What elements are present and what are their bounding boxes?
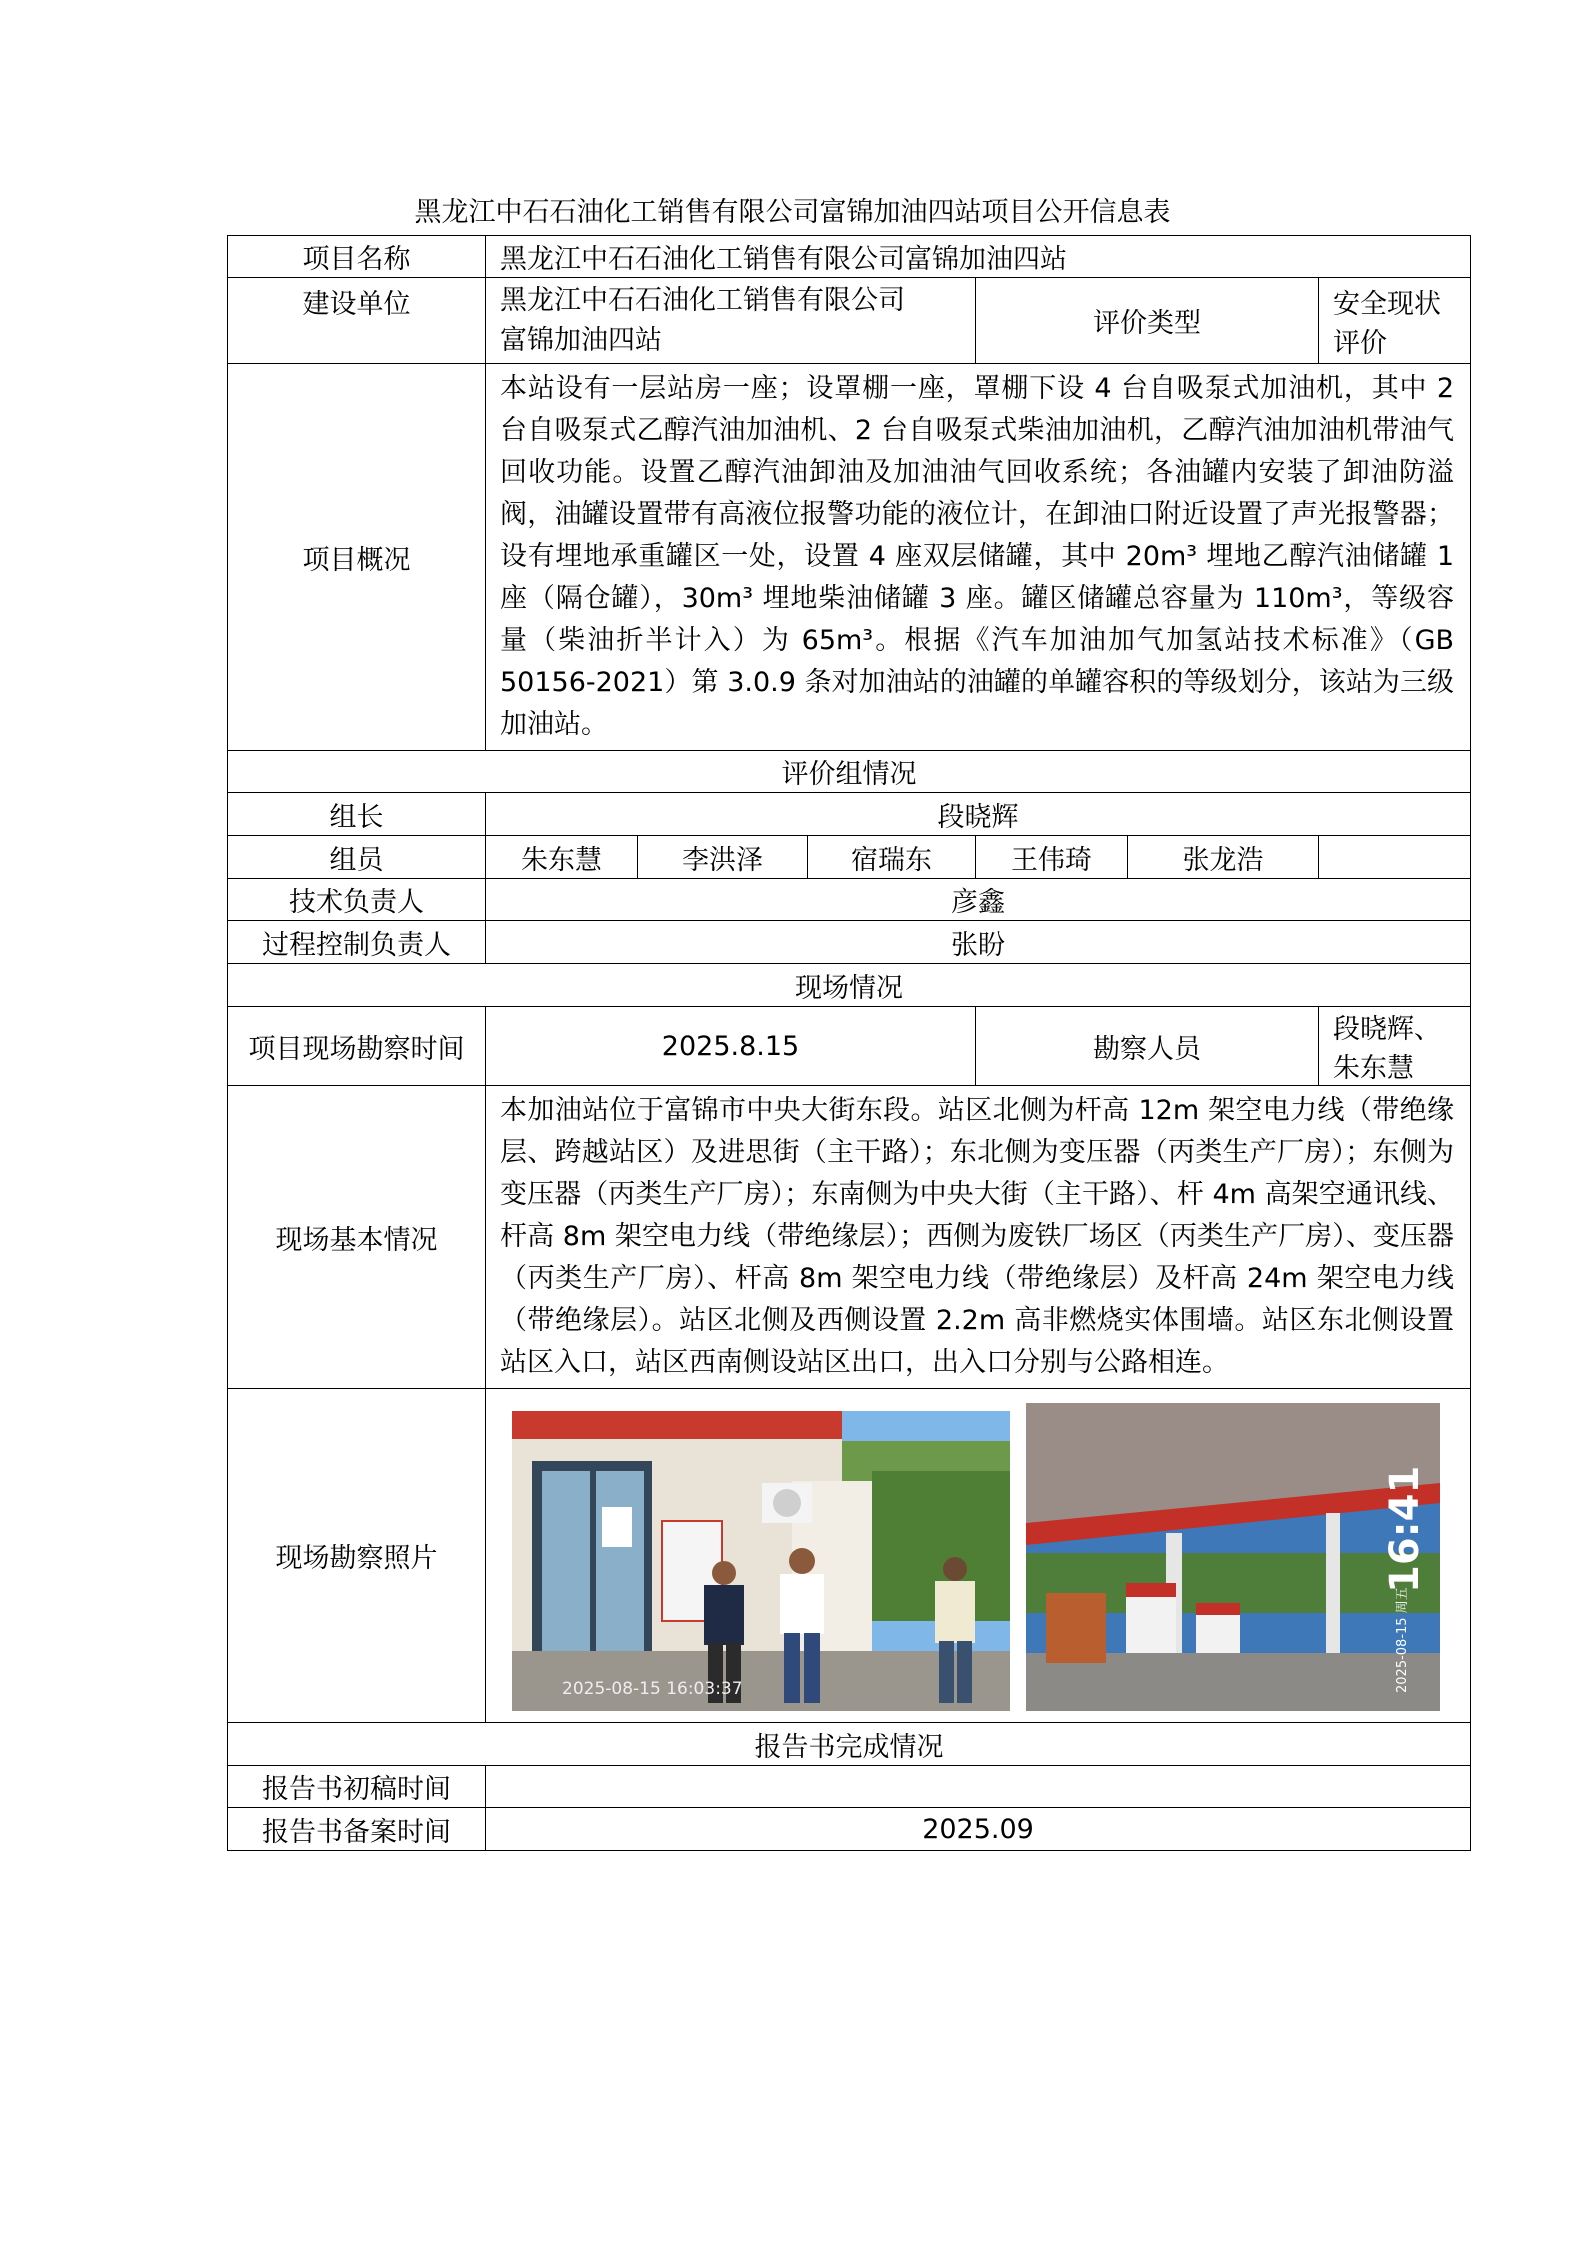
row-survey: [228, 1007, 1471, 1086]
member-4: 王伟琦: [976, 836, 1128, 879]
process-lead-label: 过程控制负责人: [228, 921, 486, 964]
member-6: [1319, 836, 1471, 879]
member-2: 李洪泽: [638, 836, 808, 879]
info-table: [227, 235, 1471, 1851]
photo2-date: 2025-08-15 周五: [1395, 1586, 1410, 1693]
site-photo-canopy: [1026, 1403, 1440, 1711]
construction-unit-line1: 黑龙江中石石油化工销售有限公司: [500, 284, 905, 316]
members-label: 组员: [228, 836, 486, 879]
site-basic-label: 现场基本情况: [228, 1086, 486, 1389]
survey-time-value: 2025.8.15: [486, 1007, 976, 1086]
row-team-section: [228, 751, 1471, 793]
photo2-time: 16:41: [1382, 1465, 1428, 1593]
leader-label: 组长: [228, 793, 486, 836]
member-1: 朱东慧: [486, 836, 638, 879]
row-process-lead: [228, 921, 1471, 964]
site-section-title: 现场情况: [228, 964, 1471, 1007]
project-name-label: 项目名称: [228, 236, 486, 278]
team-section-title: 评价组情况: [228, 751, 1471, 793]
draft-label: 报告书初稿时间: [228, 1766, 486, 1808]
survey-time-label: 项目现场勘察时间: [228, 1007, 486, 1086]
member-5: 张龙浩: [1128, 836, 1319, 879]
row-members: [228, 836, 1471, 879]
row-filing: [228, 1808, 1471, 1851]
row-report-section: [228, 1723, 1471, 1766]
photos-cell: [486, 1389, 1471, 1723]
photo1-timestamp: 2025-08-15 16:03:37: [562, 1678, 743, 1699]
report-section-title: 报告书完成情况: [228, 1723, 1471, 1766]
row-tech-lead: [228, 879, 1471, 921]
eval-type-value: 安全现状评价: [1319, 278, 1471, 364]
document-title: 黑龙江中石石油化工销售有限公司富锦加油四站项目公开信息表: [414, 197, 1171, 228]
row-construction-unit: [228, 278, 1471, 364]
overview-text: 本站设有一层站房一座；设罩棚一座，罩棚下设 4 台自吸泵式加油机，其中 2 台自吸泵式乙醇汽油加油机、2 台自吸泵式柴油加油机，乙醇汽油加油机带油气回收功能。设置乙醇汽油卸油及加油油气回收系统；各油罐内安装了卸油防溢阀，油罐设置带有高液位报警功能的液位计，在卸油口附近设置了声光报警器；设有埋地承重罐区一处，设置 4 座双层储罐，其中 20m³ 埋地乙醇汽油储罐 1 座（隔仓罐），30m³ 埋地柴油储罐 3 座。罐区储罐总容量为 110m³，等级容量（柴油折半计入）为 65m³。根据《汽车加油加气加氢站技术标准》（GB 50156-2021）第 3.0.9 条对加油站的油罐的单罐容积的等级划分，该站为三级加油站。: [486, 364, 1471, 751]
tech-lead-label: 技术负责人: [228, 879, 486, 921]
row-photos: [228, 1389, 1471, 1723]
construction-unit-label: 建设单位: [228, 278, 486, 364]
tech-lead-value: 彦鑫: [486, 879, 1471, 921]
construction-unit-value: [486, 278, 976, 364]
leader-value: 段晓辉: [486, 793, 1471, 836]
row-site-section: [228, 964, 1471, 1007]
site-basic-text: 本加油站位于富锦市中央大街东段。站区北侧为杆高 12m 架空电力线（带绝缘层、跨越站区）及进思街（主干路）；东北侧为变压器（丙类生产厂房）；东侧为变压器（丙类生产厂房）；东南侧为中央大街（主干路）、杆 4m 高架空通讯线、杆高 8m 架空电力线（带绝缘层）；西侧为废铁厂场区（丙类生产厂房）、变压器（丙类生产厂房）、杆高 8m 架空电力线（带绝缘层）及杆高 24m 架空电力线（带绝缘层）。站区北侧及西侧设置 2.2m 高非燃烧实体围墙。站区东北侧设置站区入口，站区西南侧设站区出口，出入口分别与公路相连。: [486, 1086, 1471, 1389]
process-lead-value: 张盼: [486, 921, 1471, 964]
overview-label: 项目概况: [228, 364, 486, 751]
photos-label: 现场勘察照片: [228, 1389, 486, 1723]
row-leader: [228, 793, 1471, 836]
construction-unit-line2: 富锦加油四站: [500, 324, 662, 356]
eval-type-label: 评价类型: [976, 278, 1319, 364]
row-site-basic: [228, 1086, 1471, 1389]
project-name-value: 黑龙江中石石油化工销售有限公司富锦加油四站: [486, 236, 1471, 278]
surveyors-value: 段晓辉、朱东慧: [1319, 1007, 1471, 1086]
row-overview: [228, 364, 1471, 751]
filing-label: 报告书备案时间: [228, 1808, 486, 1851]
filing-value: 2025.09: [486, 1808, 1471, 1851]
row-draft: [228, 1766, 1471, 1808]
member-3: 宿瑞东: [808, 836, 976, 879]
row-project-name: [228, 236, 1471, 278]
draft-value: [486, 1766, 1471, 1808]
site-photo-building: [512, 1411, 1010, 1711]
surveyors-label: 勘察人员: [976, 1007, 1319, 1086]
